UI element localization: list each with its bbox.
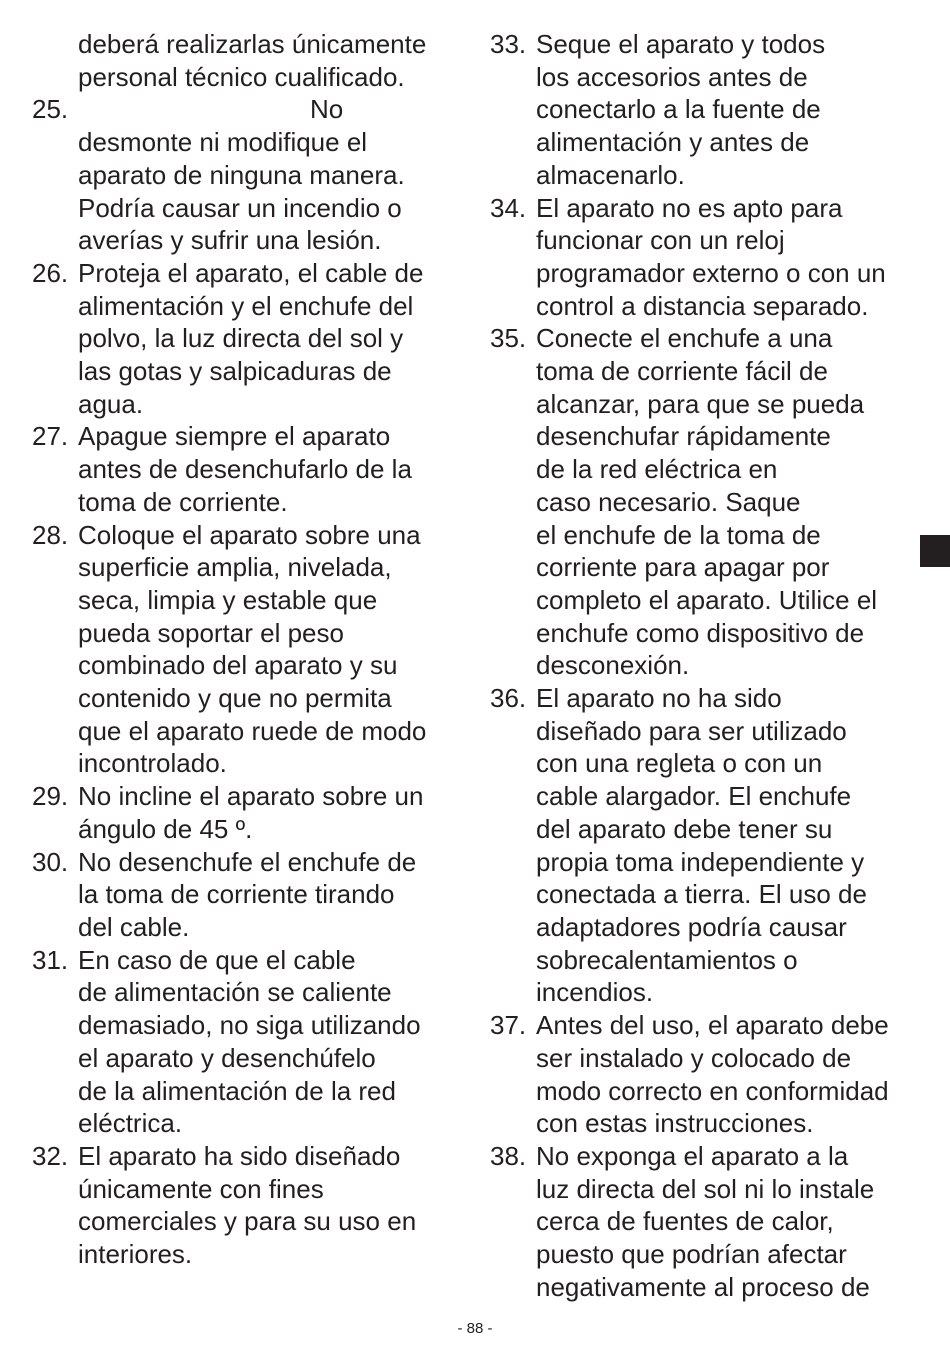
list-item-27 [32,420,464,518]
list-item-32 [32,1140,464,1271]
text-line: únicamente con fines [78,1173,324,1204]
text-line: incendios. [536,977,654,1008]
text-line: incontrolado. [78,748,227,779]
list-item-30 [32,846,464,944]
item-number: 36. [490,683,527,714]
text-line: con una regleta o con un [536,748,823,779]
text-line: demasiado, no siga utilizando [78,1010,421,1041]
text-line: de alimentación se caliente [78,977,392,1008]
item-number: 34. [490,192,527,223]
text-line: de la red eléctrica en [536,454,778,485]
item-number: 35. [490,323,527,354]
left-column [32,28,464,1271]
continuation-text [32,28,464,93]
item-number: 25. [32,94,69,125]
text-line: del aparato debe tener su [536,813,833,844]
text-line: interiores. [78,1239,193,1270]
text-line: pueda soportar el peso [78,617,344,648]
text-line: Coloque el aparato sobre una [78,519,421,550]
text-line: comerciales y para su uso en [78,1206,417,1237]
text-line: con estas instrucciones. [536,1108,814,1139]
text-line: conectada a tierra. El uso de [536,879,867,910]
text-line: funcionar con un reloj [536,225,785,256]
item-number: 38. [490,1140,527,1171]
text-line: El aparato no es apto para [536,192,843,223]
text-line: alcanzar, para que se pueda [536,388,865,419]
text-line: El aparato ha sido diseñado [78,1140,401,1171]
item-number: 32. [32,1140,69,1171]
text-line: No desenchufe el enchufe de [78,846,417,877]
text-line: completo el aparato. Utilice el [536,584,878,615]
text-line: agua. [78,388,144,419]
text-line: propia toma independiente y [536,846,865,877]
text-line: de la alimentación de la red [78,1075,396,1106]
text-line: los accesorios antes de [536,61,808,92]
text-line: En caso de que el cable [78,944,356,975]
text-line: negativamente al proceso de [536,1271,870,1302]
item-number: 29. [32,781,69,812]
list-item-28 [32,519,464,781]
list-item-35 [490,322,930,682]
item-number: 37. [490,1010,527,1041]
text-line: cerca de fuentes de calor, [536,1206,834,1237]
text-line: diseñado para ser utilizado [536,715,847,746]
list-item-29 [32,780,464,845]
list-item-33 [490,28,930,192]
list-item-34 [490,192,930,323]
list-item-25 [32,93,464,257]
text-line: ángulo de 45 º. [78,813,253,844]
text-line: No incline el aparato sobre un [78,781,424,812]
text-line: adaptadores podría causar [536,911,847,942]
list-item-26 [32,257,464,421]
text-line: conectarlo a la fuente de [536,94,821,125]
text-line: desenchufar rápidamente [536,421,831,452]
text-line: el enchufe de la toma de [536,519,821,550]
text-line: alimentación y antes de [536,127,810,158]
text-line: Proteja el aparato, el cable de [78,257,424,288]
text-line: luz directa del sol ni lo instale [536,1173,875,1204]
text-line: combinado del aparato y su [78,650,398,681]
item-number: 33. [490,29,527,59]
text-line: Conecte el enchufe a una [536,323,833,354]
text-line: polvo, la luz directa del sol y [78,323,404,354]
text-line: que el aparato ruede de modo [78,715,427,746]
text-line: sobrecalentamientos o [536,944,798,975]
text-line: personal técnico cualificado. [78,61,405,92]
text-line: control a distancia separado. [536,290,869,321]
text-line: aparato de ninguna manera. [78,159,405,190]
list-item-31 [32,944,464,1140]
text-line: No [310,94,344,125]
text-line: modo correcto en conformidad [536,1075,889,1106]
text-line: enchufe como dispositivo de [536,617,865,648]
text-line: alimentación y el enchufe del [78,290,414,321]
text-line: averías y sufrir una lesión. [78,225,382,256]
text-line: programador externo o con un [536,257,886,288]
text-line: Podría causar un incendio o [78,192,402,223]
item-number: 27. [32,421,69,452]
text-line: ser instalado y colocado de [536,1042,852,1073]
text-line: deberá realizarlas únicamente [78,29,427,59]
text-line: del cable. [78,911,190,942]
text-line: Apague siempre el aparato [78,421,391,452]
text-line: eléctrica. [78,1108,183,1139]
text-line: superficie amplia, nivelada, [78,552,392,583]
list-item-38 [490,1140,930,1304]
text-line: caso necesario. Saque [536,486,801,517]
item-number: 26. [32,257,69,288]
text-line: antes de desenchufarlo de la [78,454,412,485]
text-line: toma de corriente. [78,486,288,517]
text-line: las gotas y salpicaduras de [78,356,392,387]
text-line: contenido y que no permita [78,683,392,714]
text-line: No exponga el aparato a la [536,1140,849,1171]
text-line: desconexión. [536,650,690,681]
text-line: corriente para apagar por [536,552,830,583]
text-line: puesto que podrían afectar [536,1239,847,1270]
list-item-36 [490,682,930,1009]
item-number: 30. [32,846,69,877]
text-line: toma de corriente fácil de [536,356,828,387]
list-item-37 [490,1009,930,1140]
text-line: El aparato no ha sido [536,683,782,714]
text-line: cable alargador. El enchufe [536,781,852,812]
text-line: desmonte ni modifique el [78,127,368,158]
item-number: 31. [32,944,69,975]
item-number: 28. [32,519,69,550]
text-line: el aparato y desenchúfelo [78,1042,376,1073]
text-line: la toma de corriente tirando [78,879,395,910]
page-number: - 88 - [457,1320,493,1337]
text-line: seca, limpia y estable que [78,584,378,615]
text-line: almacenarlo. [536,159,685,190]
text-line: Seque el aparato y todos [536,29,826,59]
section-tab-marker [920,535,950,567]
right-column [490,28,930,1303]
text-line: Antes del uso, el aparato debe [536,1010,889,1041]
